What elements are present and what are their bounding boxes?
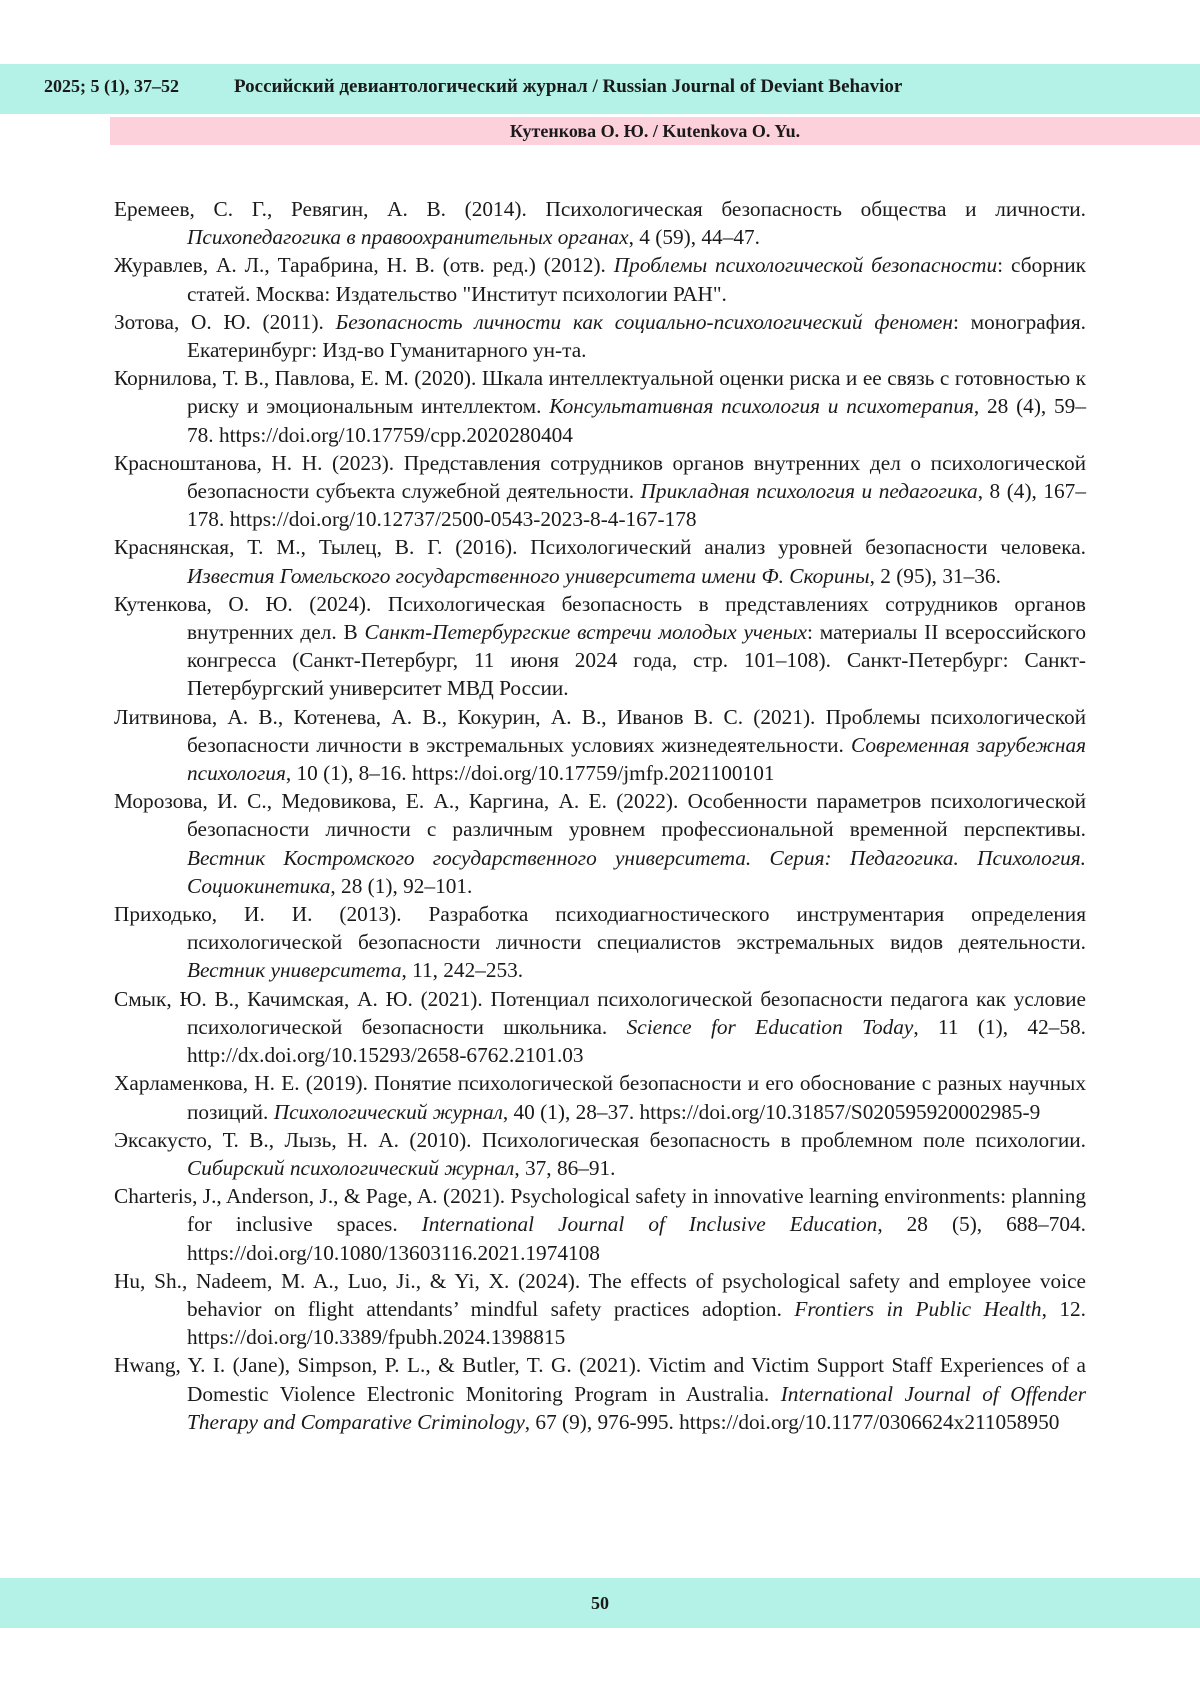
reference-text: Эксакусто, Т. В., Лызь, Н. А. (2010). Психологическая безопасность в проблемном поле психологии.: [114, 1127, 1086, 1152]
reference-item: [114, 449, 1086, 534]
reference-item: [114, 787, 1086, 900]
reference-item: [114, 703, 1086, 788]
reference-source: Современная зарубежная психология: [187, 732, 1086, 786]
reference-details: , 2 (95), 31–36.: [869, 563, 1001, 588]
reference-text: Charteris, J., Anderson, J., & Page, A. (2021). Psychological safety in innovative learning environments: planning for inclusive spaces.: [114, 1184, 1086, 1237]
reference-details: , 11 (1), 42–58. http://dx.doi.org/10.15293/2658-6762.2101.03: [187, 1014, 1086, 1068]
reference-details: , 8 (4), 167–178. https://doi.org/10.12737/2500-0543-2023-8-4-167-178: [187, 479, 1086, 532]
reference-item: [114, 1182, 1086, 1267]
reference-details: , 37, 86–91.: [514, 1155, 616, 1180]
reference-text: Кутенкова, О. Ю. (2024). Психологическая безопасность в представлениях сотрудников органов внутренних дел. В: [114, 591, 1086, 645]
reference-item: [114, 533, 1086, 589]
reference-source: Прикладная психология и педагогика: [640, 479, 978, 504]
reference-item: [114, 900, 1086, 985]
reference-source: Science for Education Today: [626, 1014, 914, 1039]
author-running-head: Кутенкова О. Ю. / Kutenkova O. Yu.: [110, 117, 1200, 145]
reference-text: Красноштанова, Н. Н. (2023). Представления сотрудников органов внутренних дел о психологической безопасности субъекта служебной деятельности.: [114, 450, 1086, 504]
reference-item: [114, 1267, 1086, 1352]
reference-source: International Journal of Offender Therapy and Comparative Criminology: [187, 1381, 1086, 1434]
reference-item: [114, 308, 1086, 364]
reference-details: , 40 (1), 28–37. https://doi.org/10.31857/S020595920002985-9: [502, 1099, 1041, 1124]
reference-text: Приходько, И. И. (2013). Разработка психодиагностического инструментария определения психологической безопасности личности специалистов экстремальных видов деятельности.: [114, 902, 1086, 955]
reference-item: [114, 1126, 1086, 1182]
reference-item: [114, 590, 1086, 703]
reference-source: Проблемы психологической безопасности: [613, 253, 998, 278]
reference-text: Харламенкова, Н. Е. (2019). Понятие психологической безопасности и его обоснование с разных научных позиций.: [114, 1071, 1086, 1124]
reference-details: : сборник статей. Москва: Издательство "Институт психологии РАН".: [187, 253, 1086, 306]
reference-source: Сибирский психологический журнал: [187, 1155, 515, 1180]
reference-text: Смык, Ю. В., Качимская, А. Ю. (2021). Потенциал психологической безопасности педагога как условие психологической безопасности школьника.: [114, 986, 1086, 1039]
reference-text: Журавлев, А. Л., Тарабрина, Н. В. (отв. ред.) (2012).: [114, 253, 614, 278]
reference-details: , 28 (5), 688–704. https://doi.org/10.1080/13603116.2021.1974108: [187, 1212, 1086, 1265]
reference-item: [114, 251, 1086, 307]
reference-details: , 28 (4), 59–78. https://doi.org/10.17759/cpp.2020280404: [187, 394, 1086, 447]
reference-details: : материалы II всероссийского конгресса (Санкт-Петербург, 11 июня 2024 года, стр. 101–108). Санкт-Петербург: Санкт-Петербургский университет МВД России.: [187, 620, 1087, 701]
reference-source: Психопедагогика в правоохранительных органах: [187, 225, 629, 250]
reference-item: [114, 1351, 1086, 1436]
reference-details: , 10 (1), 8–16. https://doi.org/10.17759/jmfp.2021100101: [285, 761, 775, 786]
reference-source: Безопасность личности как социально-психологический феномен: [335, 309, 953, 334]
reference-source: Психологический журнал: [273, 1099, 503, 1124]
reference-text: Зотова, О. Ю. (2011).: [114, 309, 336, 334]
reference-source: Известия Гомельского государственного университета имени Ф. Скорины: [187, 563, 870, 588]
reference-source: Санкт-Петербургские встречи молодых ученых: [364, 620, 807, 645]
issue-info: 2025; 5 (1), 37–52: [44, 76, 179, 96]
page-number: 50: [0, 1578, 1200, 1628]
reference-list: [114, 195, 1086, 1436]
reference-source: Frontiers in Public Health: [794, 1296, 1042, 1321]
reference-text: Hwang, Y. I. (Jane), Simpson, P. L., & Butler, T. G. (2021). Victim and Victim Support Staff Experiences of a Domestic Violence Electronic Monitoring Program in Australia.: [114, 1353, 1086, 1406]
reference-item: [114, 985, 1086, 1070]
reference-text: Морозова, И. С., Медовикова, Е. А., Каргина, А. Е. (2022). Особенности параметров психологической безопасности личности с различным уровнем профессиональной временной перспективы.: [114, 789, 1086, 842]
reference-source: Вестник университета: [187, 958, 402, 983]
reference-item: [114, 364, 1086, 449]
reference-text: Литвинова, А. В., Котенева, А. В., Кокурин, А. В., Иванов В. С. (2021). Проблемы психологической безопасности личности в экстремальных условиях жизнедеятельности.: [114, 704, 1086, 757]
reference-source: Консультативная психология и психотерапия: [549, 394, 974, 419]
reference-details: , 11, 242–253.: [401, 958, 524, 983]
reference-item: [114, 1069, 1086, 1125]
reference-text: Hu, Sh., Nadeem, M. A., Luo, Ji., & Yi, X. (2024). The effects of psychological safety and employee voice behavior on flight attendants’ mindful safety practices adoption.: [114, 1268, 1086, 1321]
reference-source: Вестник Костромского государственного университета. Серия: Педагогика. Психология. Социокинетика: [187, 845, 1086, 898]
reference-details: , 67 (9), 976-995. https://doi.org/10.1177/0306624x211058950: [524, 1409, 1060, 1434]
reference-details: , 28 (1), 92–101.: [330, 873, 473, 898]
reference-details: , 4 (59), 44–47.: [628, 225, 760, 250]
reference-item: [114, 195, 1086, 251]
journal-title: Российский девиантологический журнал / Russian Journal of Deviant Behavior: [234, 76, 903, 97]
reference-source: International Journal of Inclusive Education: [421, 1212, 878, 1237]
reference-text: Краснянская, Т. М., Тылец, В. Г. (2016). Психологический анализ уровней безопасности человека.: [114, 535, 1086, 560]
reference-details: : монография. Екатеринбург: Изд-во Гуманитарного ун-та.: [187, 309, 1086, 363]
reference-text: Корнилова, Т. В., Павлова, Е. М. (2020). Шкала интеллектуальной оценки риска и ее связь с готовностью к риску и эмоциональным интеллектом.: [114, 366, 1086, 419]
reference-text: Еремеев, С. Г., Ревягин, А. В. (2014). Психологическая безопасность общества и личности.: [114, 197, 1086, 221]
reference-details: , 12. https://doi.org/10.3389/fpubh.2024.1398815: [187, 1296, 1086, 1350]
